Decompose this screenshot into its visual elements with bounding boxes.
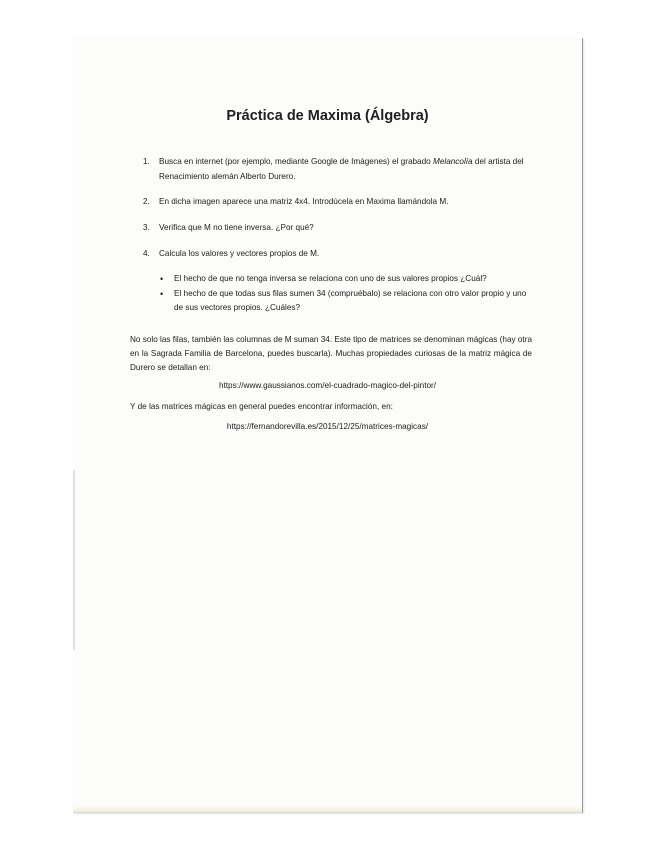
bullet-text: El hecho de que todas sus filas sumen 34 (compruébalo) se relaciona con otro valor propio y uno de sus vectores propios. ¿Cuáles? bbox=[174, 289, 527, 312]
reference-link-gaussianos[interactable]: https://www.gaussianos.com/el-cuadrado-magico-del-pintor/ bbox=[218, 381, 437, 390]
list-number: 3. bbox=[143, 223, 150, 232]
reference-link-fernandorevilla[interactable]: https://fernandorevilla.es/2015/12/25/matrices-magicas/ bbox=[226, 422, 429, 431]
bullet-dot: • bbox=[160, 289, 164, 299]
list-text: Verifica que M no tiene inversa. ¿Por qué? bbox=[159, 223, 314, 232]
bullet-dot: • bbox=[160, 274, 164, 284]
bullet-text: El hecho de que no tenga inversa se relaciona con uno de sus valores propios ¿Cuál? bbox=[174, 274, 487, 283]
page-title: Práctica de Maxima (Álgebra) bbox=[226, 108, 429, 124]
paper-bottom-edge bbox=[73, 806, 582, 812]
italic-artwork-title: Melancolía bbox=[433, 157, 473, 166]
list-text-part: Busca en internet (por ejemplo, mediante Google de Imágenes) el grabado bbox=[159, 157, 433, 166]
body-paragraph: No solo las filas, también las columnas de M suman 34. Este tipo de matrices se denominan mágicas (hay otra en la Sagrada Familia de Barcelona, puedes buscarla). Muchas propiedades curiosas de la matriz mágica de Durero se detallan en: bbox=[130, 335, 532, 372]
list-number: 1. bbox=[143, 157, 150, 166]
list-number: 4. bbox=[143, 249, 150, 258]
paper-fold-shadow bbox=[73, 470, 75, 650]
list-text bbox=[159, 154, 539, 184]
body-paragraph-2: Y de las matrices mágicas en general puedes encontrar información, en: bbox=[130, 402, 393, 411]
list-text: En dicha imagen aparece una matriz 4x4. Introdúcela en Maxima llamándola M. bbox=[159, 197, 449, 206]
list-text: Calcula los valores y vectores propios de M. bbox=[159, 249, 320, 258]
list-text-part: del artista del Renacimiento alemán Alberto Durero. bbox=[159, 157, 524, 181]
list-number: 2. bbox=[143, 197, 150, 206]
